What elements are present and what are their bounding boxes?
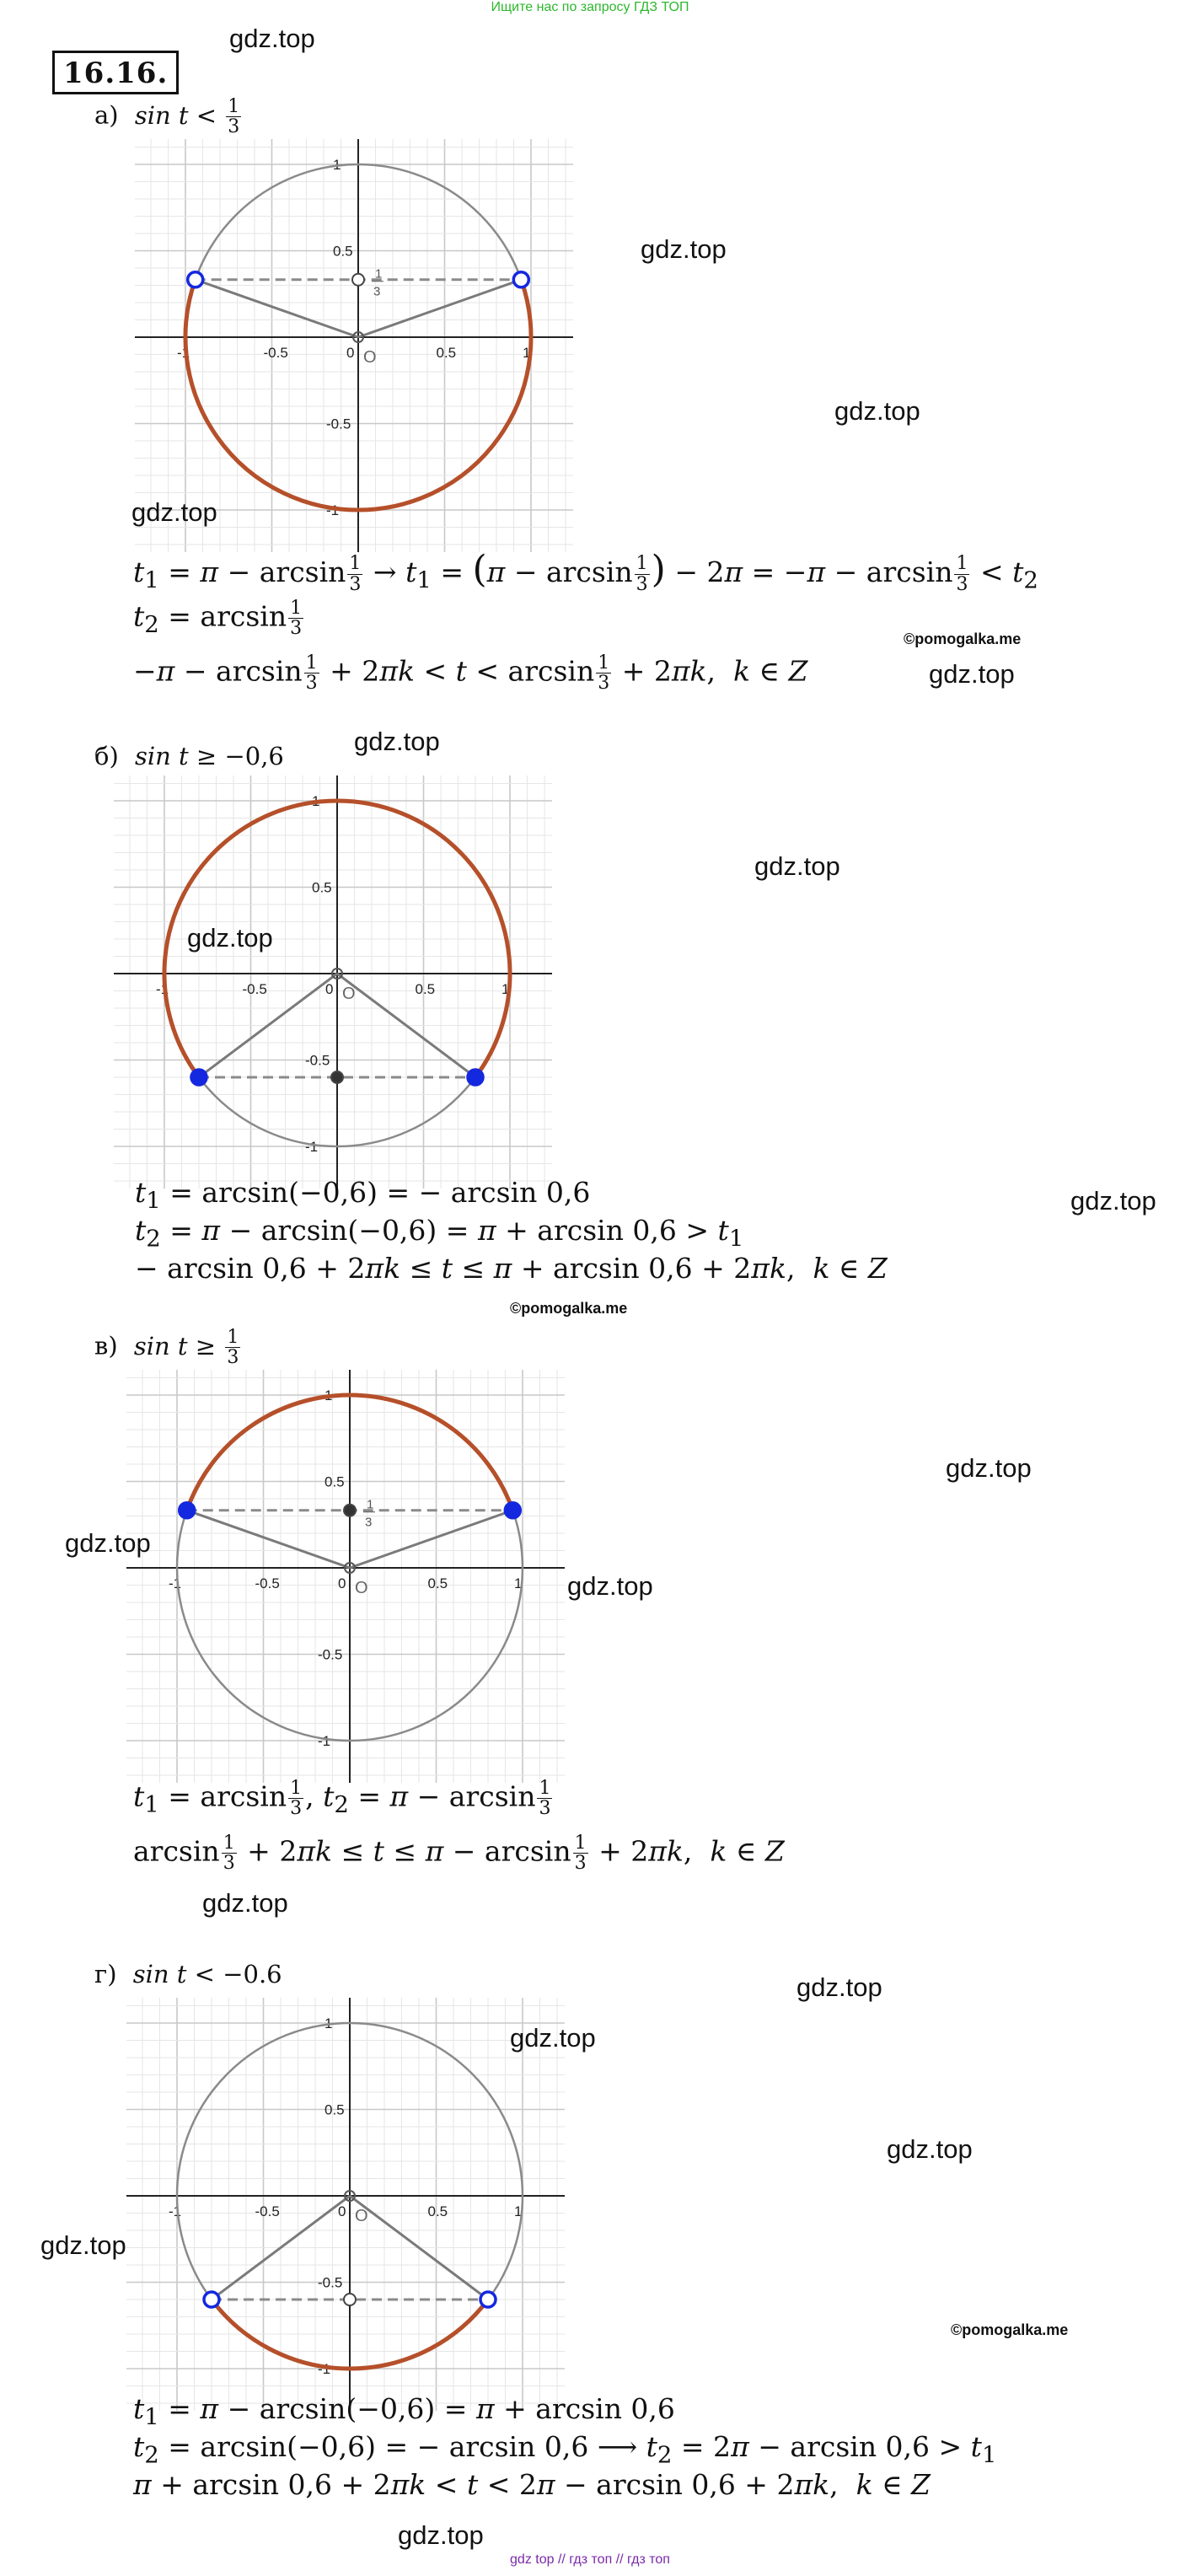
origin-label: O xyxy=(355,1579,368,1597)
y-tick-label: 1 xyxy=(312,793,320,809)
copyright-mark: ©pomogalka.me xyxy=(904,631,1022,647)
part-b-condition: б) sin t ≥ −0,6 xyxy=(94,742,284,770)
level-point xyxy=(331,1071,343,1083)
part-b-line-1: $t_1 = \arcsin(-0,6)$ = − arcsin 0,6 xyxy=(135,1176,591,1215)
part-a-line-3: −π − arcsin $\frac{1}{3}$ + 2πk < t < arcsin $\frac{1}{3}$ + 2πk, k ∈ Z xyxy=(133,652,808,695)
endpoint xyxy=(468,1070,483,1085)
y-tick-label: 1 xyxy=(333,157,341,173)
x-tick-label: 0 xyxy=(325,981,334,997)
watermark: gdz.top xyxy=(567,1571,653,1601)
part-d-condition: г) sin t < −0.6 xyxy=(94,1960,282,1988)
x-tick-label: 1 xyxy=(514,1575,523,1591)
x-tick-label: 0 xyxy=(346,345,355,361)
watermark: gdz.top xyxy=(187,923,273,953)
x-tick-label: 0.5 xyxy=(427,1575,448,1591)
watermark: gdz.top xyxy=(40,2230,126,2260)
y-tick-label: 1 xyxy=(324,1387,333,1403)
y-tick-label: -1 xyxy=(318,1733,331,1749)
endpoint xyxy=(188,272,203,287)
x-tick-label: 1 xyxy=(514,2203,523,2219)
watermark: gdz.top xyxy=(202,1888,288,1918)
y-tick-label: 0.5 xyxy=(324,2101,345,2118)
level-point xyxy=(352,274,364,286)
part-a-letter: а) xyxy=(94,100,119,130)
part-b-letter: б) xyxy=(94,742,119,770)
part-d-letter: г) xyxy=(94,1960,117,1988)
watermark: gdz.top xyxy=(929,659,1015,689)
part-c-line-2: arcsin $\frac{1}{3}$ + 2πk ≤ t ≤ π − arcsin $\frac{1}{3}$ + 2πk, k ∈ Z xyxy=(133,1833,785,1875)
watermark: gdz.top xyxy=(398,2520,484,2550)
x-tick-label: -1 xyxy=(169,1575,182,1591)
watermark: gdz.top xyxy=(131,497,217,527)
watermark: gdz.top xyxy=(946,1453,1032,1483)
part-a-frac: $\frac{1}{3}$ xyxy=(228,96,240,138)
x-tick-label: -1 xyxy=(177,345,190,361)
unit-circle-b xyxy=(114,775,552,1189)
origin-label: O xyxy=(355,2207,368,2225)
x-tick-label: 1 xyxy=(523,345,531,361)
x-tick-label: 0.5 xyxy=(415,981,436,997)
y-tick-label: -0.5 xyxy=(305,1052,330,1069)
part-d-line-3: π + arcsin 0,6 + 2πk < t < 2π − arcsin 0,6 + 2πk, k ∈ Z xyxy=(133,2468,931,2501)
watermark: gdz.top xyxy=(887,2134,973,2164)
unit-circle-d xyxy=(126,1998,565,2411)
x-tick-label: -1 xyxy=(169,2203,182,2219)
y-tick-label: 1 xyxy=(324,2015,333,2031)
y-tick-label: 0.5 xyxy=(333,243,353,260)
part-d-line-2: $t_2 = \arcsin(-0,6)$ = − arcsin 0,6 ⟶ $t_2 = 2\pi - \arcsin 0,6 > t_1$ xyxy=(133,2430,997,2469)
x-tick-label: 0.5 xyxy=(436,345,457,361)
part-a-line-1: $t_1 = \pi - \arcsin$ $\frac{1}{3}$ → $t_1 = (\pi - \arcsin$ $\frac{1}{3}$ ) − 2π = −π − arcsin $\frac{1}{3}$ < $t_2$ xyxy=(133,548,1038,595)
origin-label: O xyxy=(363,348,377,367)
x-tick-label: -0.5 xyxy=(255,2203,280,2219)
part-d-line-1: $t_1 = \pi - \arcsin(-0,6) = \pi + \arcsin 0,6$ xyxy=(133,2392,675,2431)
watermark: gdz.top xyxy=(354,727,440,756)
y-tick-label: -1 xyxy=(326,502,340,518)
part-a-line-2: $t_2 = \arcsin$ $\frac{1}{3}$ xyxy=(133,598,303,640)
endpoint xyxy=(505,1503,520,1518)
problem-number: 16.16. xyxy=(52,51,179,94)
x-tick-label: -0.5 xyxy=(255,1575,280,1591)
level-frac-den: 3 xyxy=(373,284,381,299)
endpoint xyxy=(513,272,528,287)
part-b-line-3: − arcsin 0,6 + 2πk ≤ t ≤ π + arcsin 0,6 + 2πk, k ∈ Z xyxy=(135,1252,888,1285)
x-tick-label: 1 xyxy=(502,981,510,997)
y-tick-label: -1 xyxy=(318,2361,331,2377)
level-point xyxy=(344,1505,356,1516)
y-tick-label: -0.5 xyxy=(318,2274,343,2291)
watermark: gdz.top xyxy=(796,1972,882,2002)
endpoint xyxy=(180,1503,195,1518)
x-tick-label: 0 xyxy=(338,2203,346,2219)
unit-circle-a xyxy=(135,139,573,552)
y-tick-label: 0.5 xyxy=(312,879,332,896)
endpoint xyxy=(480,2292,496,2307)
level-point xyxy=(344,2294,356,2305)
x-tick-label: 0.5 xyxy=(427,2203,448,2219)
watermark: gdz.top xyxy=(510,2023,596,2053)
watermark: gdz.top xyxy=(229,24,315,53)
footer-links[interactable]: gdz top // гдз топ // гдз топ xyxy=(510,2552,670,2567)
y-tick-label: 0.5 xyxy=(324,1473,345,1490)
part-c-letter: в) xyxy=(94,1331,118,1360)
watermark: gdz.top xyxy=(754,851,840,881)
copyright-mark: ©pomogalka.me xyxy=(951,2321,1069,2338)
watermark: gdz.top xyxy=(641,234,727,264)
watermark: gdz.top xyxy=(834,396,920,426)
y-tick-label: -0.5 xyxy=(326,416,351,432)
y-tick-label: -0.5 xyxy=(318,1646,343,1663)
y-tick-label: -1 xyxy=(305,1139,319,1155)
unit-circle-c xyxy=(126,1370,565,1783)
watermark: gdz.top xyxy=(65,1528,151,1558)
endpoint xyxy=(191,1070,206,1085)
level-frac-num: 1 xyxy=(367,1497,374,1512)
x-tick-label: -1 xyxy=(156,981,169,997)
part-b-line-2: $t_2 = \pi - \arcsin(-0,6) = \pi + \arcsin 0,6 > t_1$ xyxy=(135,1214,744,1253)
level-frac-den: 3 xyxy=(365,1515,373,1530)
level-frac-num: 1 xyxy=(375,266,383,282)
part-a-condition: а) sin t < $\frac{1}{3}$ xyxy=(94,96,240,138)
copyright-mark: ©pomogalka.me xyxy=(510,1300,628,1317)
x-tick-label: -0.5 xyxy=(263,345,288,361)
endpoint xyxy=(204,2292,219,2307)
x-tick-label: 0 xyxy=(338,1575,346,1591)
part-c-line-1: $t_1 = \arcsin$ $\frac{1}{3}$ , $t_2 = \pi - \arcsin$ $\frac{1}{3}$ xyxy=(133,1778,551,1820)
watermark: gdz.top xyxy=(1070,1186,1156,1216)
header-link[interactable]: Ищите нас по запросу ГДЗ ТОП xyxy=(491,0,689,14)
part-c-condition: в) sin t ≥ $\frac{1}{3}$ xyxy=(94,1327,239,1369)
x-tick-label: -0.5 xyxy=(242,981,267,997)
origin-label: O xyxy=(342,985,356,1003)
